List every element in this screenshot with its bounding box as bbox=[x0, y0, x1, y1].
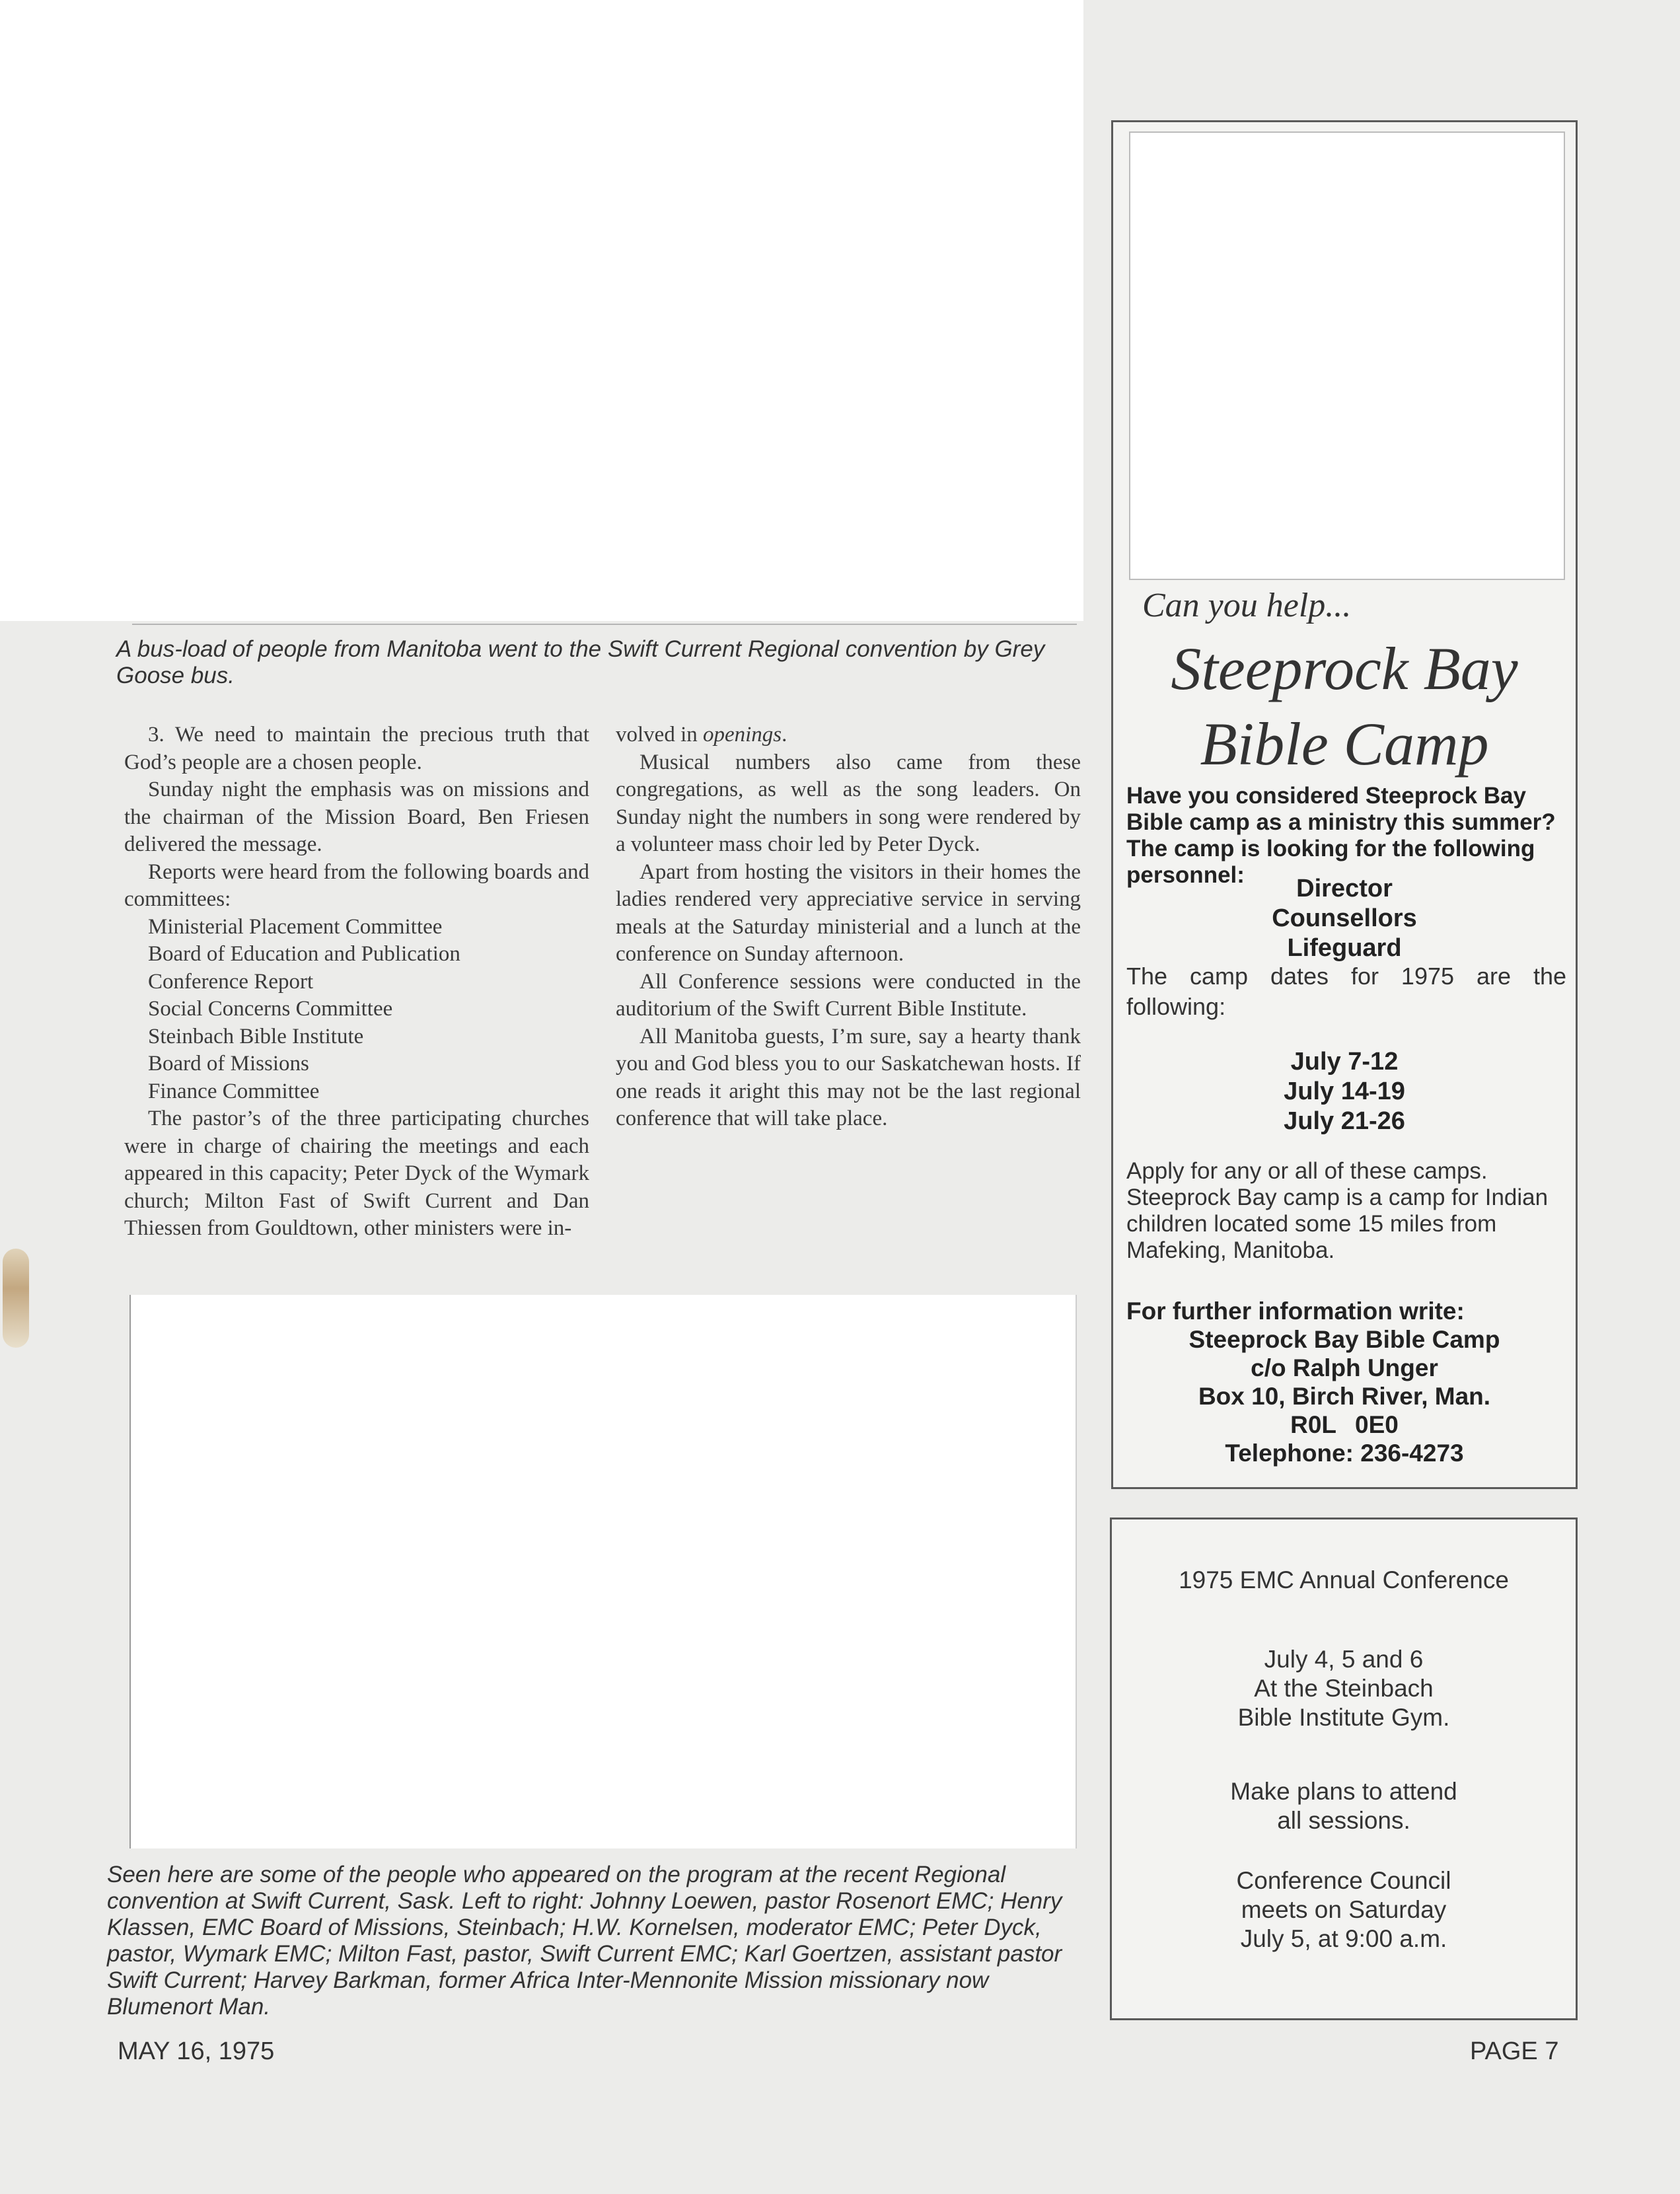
committee-list-item: Conference Report bbox=[148, 969, 314, 994]
article-column-right bbox=[616, 721, 1081, 1133]
conference-line: Make plans to attend bbox=[1230, 1778, 1457, 1805]
speakers-photo bbox=[129, 1295, 1077, 1848]
further-info-heading: For further information write: bbox=[1126, 1298, 1465, 1325]
conference-title: 1975 EMC Annual Conference bbox=[1179, 1566, 1509, 1593]
article-paragraph: All Conference sessions were conducted in the auditorium of the Swift Current Bible Institute. bbox=[616, 969, 1081, 1021]
issue-date: MAY 16, 1975 bbox=[118, 2037, 275, 2065]
italic-text: openings bbox=[702, 723, 782, 747]
personnel-list bbox=[1113, 874, 1576, 963]
dates-intro: The camp dates for 1975 are the following: bbox=[1126, 963, 1566, 1020]
committee-list-item: Steinbach Bible Institute bbox=[148, 1024, 364, 1048]
conference-line: At the Steinbach bbox=[1254, 1675, 1434, 1702]
address-line: Steeprock Bay Bible Camp bbox=[1188, 1326, 1500, 1353]
ad-title-line: Steeprock Bay bbox=[1171, 635, 1518, 702]
ad-question: Can you help... bbox=[1142, 587, 1352, 624]
conference-dates bbox=[1112, 1645, 1576, 1732]
conference-council bbox=[1112, 1866, 1576, 1954]
committee-list-item: Ministerial Placement Committee bbox=[148, 914, 443, 939]
camp-dates-list bbox=[1113, 1047, 1576, 1136]
article-paragraph: The pastor’s of the three participating churches were in charge of chairing the meetings and each appeared in this capacity; Peter Dyck of the Wymark church; Milton Fast of Swift Current and Dan Thiessen from Gouldtown, other ministers were in- bbox=[124, 1107, 589, 1240]
conference-line: Bible Institute Gym. bbox=[1237, 1704, 1450, 1731]
conference-line: all sessions. bbox=[1277, 1807, 1410, 1834]
postal-code bbox=[1113, 1410, 1576, 1439]
bus-photo-caption: A bus-load of people from Manitoba went to the Swift Current Regional convention by Grey Goose bus. bbox=[116, 636, 1045, 688]
personnel-item: Counsellors bbox=[1272, 904, 1417, 932]
article-paragraph: Reports were heard from the following boards and committees: bbox=[124, 859, 589, 911]
camp-ad-photo bbox=[1129, 131, 1565, 580]
committee-list-item: Finance Committee bbox=[148, 1079, 320, 1103]
conference-plans bbox=[1112, 1777, 1576, 1835]
article-paragraph bbox=[616, 721, 1081, 749]
article-paragraph: Apart from hosting the visitors in their homes the ladies rendered very appreciative service in serving meals at the Saturday ministerial and a lunch at the conference on Sunday afternoon. bbox=[616, 859, 1081, 966]
postal-part: R0L bbox=[1290, 1411, 1337, 1438]
article-paragraph: 3. We need to maintain the precious truth that God’s people are a chosen people. bbox=[124, 723, 589, 774]
text-run: . bbox=[782, 723, 787, 747]
personnel-item: Director bbox=[1296, 875, 1393, 902]
camp-date: July 21-26 bbox=[1284, 1107, 1405, 1135]
article-column-left bbox=[124, 721, 589, 1243]
caption-rule bbox=[132, 624, 1077, 625]
telephone: Telephone: 236-4273 bbox=[1225, 1440, 1464, 1467]
ad-title bbox=[1113, 631, 1576, 782]
apply-text: Apply for any or all of these camps. Steeprock Bay camp is a camp for Indian children located some 15 miles from Mafeking, Manitoba. bbox=[1126, 1158, 1549, 1263]
ad-intro: Have you considered Steeprock Bay Bible camp as a ministry this summer? The camp is looking for the following personnel: bbox=[1126, 783, 1556, 888]
article-paragraph: Sunday night the emphasis was on missions and the chairman of the Mission Board, Ben Friesen delivered the message. bbox=[124, 778, 589, 856]
postal-part: 0E0 bbox=[1355, 1411, 1399, 1438]
address-line: c/o Ralph Unger bbox=[1251, 1354, 1438, 1381]
page-number: PAGE 7 bbox=[1470, 2037, 1559, 2065]
camp-date: July 7-12 bbox=[1290, 1048, 1399, 1076]
camp-date: July 14-19 bbox=[1284, 1078, 1405, 1105]
conference-line: July 4, 5 and 6 bbox=[1264, 1646, 1424, 1673]
bus-photo bbox=[0, 0, 1083, 621]
conference-notice-box bbox=[1110, 1518, 1578, 2020]
article-paragraph: Musical numbers also came from these congregations, as well as the song leaders. On Sunday night the numbers in song were rendered by a volunteer mass choir led by Peter Dyck. bbox=[616, 750, 1081, 856]
conference-line: Conference Council bbox=[1236, 1867, 1451, 1894]
committee-list-item: Social Concerns Committee bbox=[148, 997, 393, 1021]
committee-list-item: Board of Education and Publication bbox=[148, 942, 460, 966]
contact-address bbox=[1113, 1325, 1576, 1467]
article-paragraph: All Manitoba guests, I’m sure, say a hearty thank you and God bless you to our Saskatchewan hosts. If one reads it aright this may not be the last regional conference that will take place. bbox=[616, 1024, 1081, 1130]
ad-title-line: Bible Camp bbox=[1200, 710, 1489, 778]
conference-line: July 5, at 9:00 a.m. bbox=[1240, 1925, 1447, 1952]
address-line: Box 10, Birch River, Man. bbox=[1198, 1383, 1491, 1410]
camp-ad-box bbox=[1111, 120, 1578, 1489]
conference-line: meets on Saturday bbox=[1241, 1896, 1447, 1923]
personnel-item: Lifeguard bbox=[1287, 934, 1402, 962]
committee-list-item: Board of Missions bbox=[148, 1052, 309, 1076]
text-run: volved in bbox=[616, 723, 703, 747]
paper-stain bbox=[3, 1249, 29, 1348]
speakers-photo-caption: Seen here are some of the people who appeared on the program at the recent Regional convention at Swift Current, Sask. Left to right: Johnny Loewen, pastor Rosenort EMC; Henry Klassen, EMC Board of Missions, Steinbach; H.W. Kornelsen, moderator EMC; Peter Dyck, pastor, Wymark EMC; Milton Fast, pastor, Swift Current EMC; Karl Goertzen, assistant pastor Swift Current; Harvey Barkman, former Africa Inter-Mennonite Mission missionary now Blumenort Man. bbox=[107, 1862, 1062, 2020]
